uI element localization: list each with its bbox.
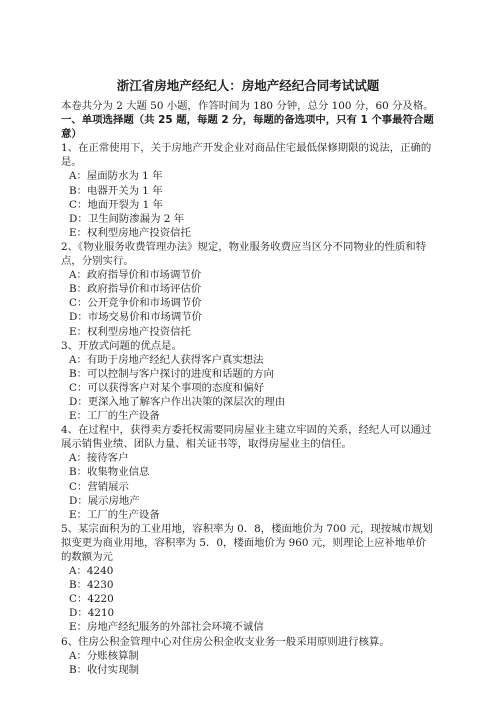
option-b: B：可以控制与客户探讨的进度和话题的方向: [69, 367, 275, 380]
option-a: A：分账核算制: [69, 649, 139, 662]
question-2: [61, 240, 435, 339]
question-stem: 2、《物业服务收费管理办法》规定，物业服务收费应当区分不同物业的性质和特点，分别实行。: [61, 240, 427, 268]
question-stem: 4、在过程中，获得卖方委托权需要同房屋业主建立牢固的关系，经纪人可以通过展示销售业绩、团队力量、相关证书等，取得房屋业主的信任。: [61, 424, 432, 451]
section-heading: 一、单项选择题（共 25 题，每题 2 分，每题的备选项中，只有 1 个事最符合题意）: [61, 114, 434, 141]
option-a: A：4240: [69, 565, 114, 578]
option-c: C：可以获得客户对某个事项的态度和偏好: [69, 381, 264, 394]
question-4: [61, 423, 435, 522]
option-a: A：有助于房地产经纪人获得客户真实想法: [69, 353, 264, 366]
option-a: A：屋面防水为 1 年: [69, 170, 163, 183]
question-3: [61, 339, 435, 424]
option-c: C：营销展示: [69, 480, 129, 493]
exam-intro: 本卷共分为 2 大题 50 小题，作答时间为 180 分钟，总分 100 分，60 分及格。: [61, 100, 434, 112]
option-e: E：工厂的生产设备: [69, 410, 160, 423]
question-stem: 6、住房公积金管理中心对住房公积金收支业务一般采用原则进行核算。: [61, 635, 390, 648]
option-e: E：房地产经纪服务的外部社会环境不诚信: [69, 621, 264, 634]
question-stem: 3、开放式问题的优点是。: [61, 339, 182, 352]
option-a: A：接待客户: [69, 452, 129, 465]
document-title: 浙江省房地产经纪人：房地产经纪合同考试试题: [116, 78, 380, 93]
option-b: B：收付实现制: [69, 663, 139, 676]
option-d: D：展示房地产: [69, 494, 140, 507]
option-b: B：4230: [69, 579, 114, 592]
option-d: D：卫生间防渗漏为 2 年: [69, 212, 185, 225]
option-e: E：权利型房地产投资信托: [69, 325, 191, 338]
option-d: D：市场交易价和市场调节价: [69, 311, 203, 324]
option-b: B：收集物业信息: [69, 466, 150, 479]
option-d: D：更深入地了解客户作出决策的深层次的理由: [69, 395, 286, 408]
option-c: C：公开竞争价和市场调节价: [69, 297, 202, 310]
document-body: [61, 99, 435, 677]
question-5: [61, 522, 435, 635]
question-1: [61, 141, 435, 240]
option-d: D：4210: [69, 607, 115, 620]
option-a: A：政府指导价和市场调节价: [69, 269, 202, 282]
question-stem: 1、在正常使用下，关于房地产开发企业对商品住宅最低保修期限的说法，正确的是。: [61, 142, 432, 169]
question-stem: 5、某宗面积为的工业用地，容积率为 0．8，楼面地价为 700 元，现按城市规划拟变更为商业用地，容积率为 5．0，楼面地价为 960 元，则理论上应补地单价的数额为元: [61, 522, 433, 563]
option-c: C：4220: [69, 593, 114, 606]
option-b: B：电器开关为 1 年: [69, 184, 163, 197]
option-b: B：政府指导价和市场评估价: [69, 283, 202, 296]
option-e: E：权利型房地产投资信托: [69, 226, 191, 239]
option-c: C：地面开裂为 1 年: [69, 198, 163, 211]
option-e: E：工厂的生产设备: [69, 508, 160, 521]
question-6: [61, 635, 435, 677]
